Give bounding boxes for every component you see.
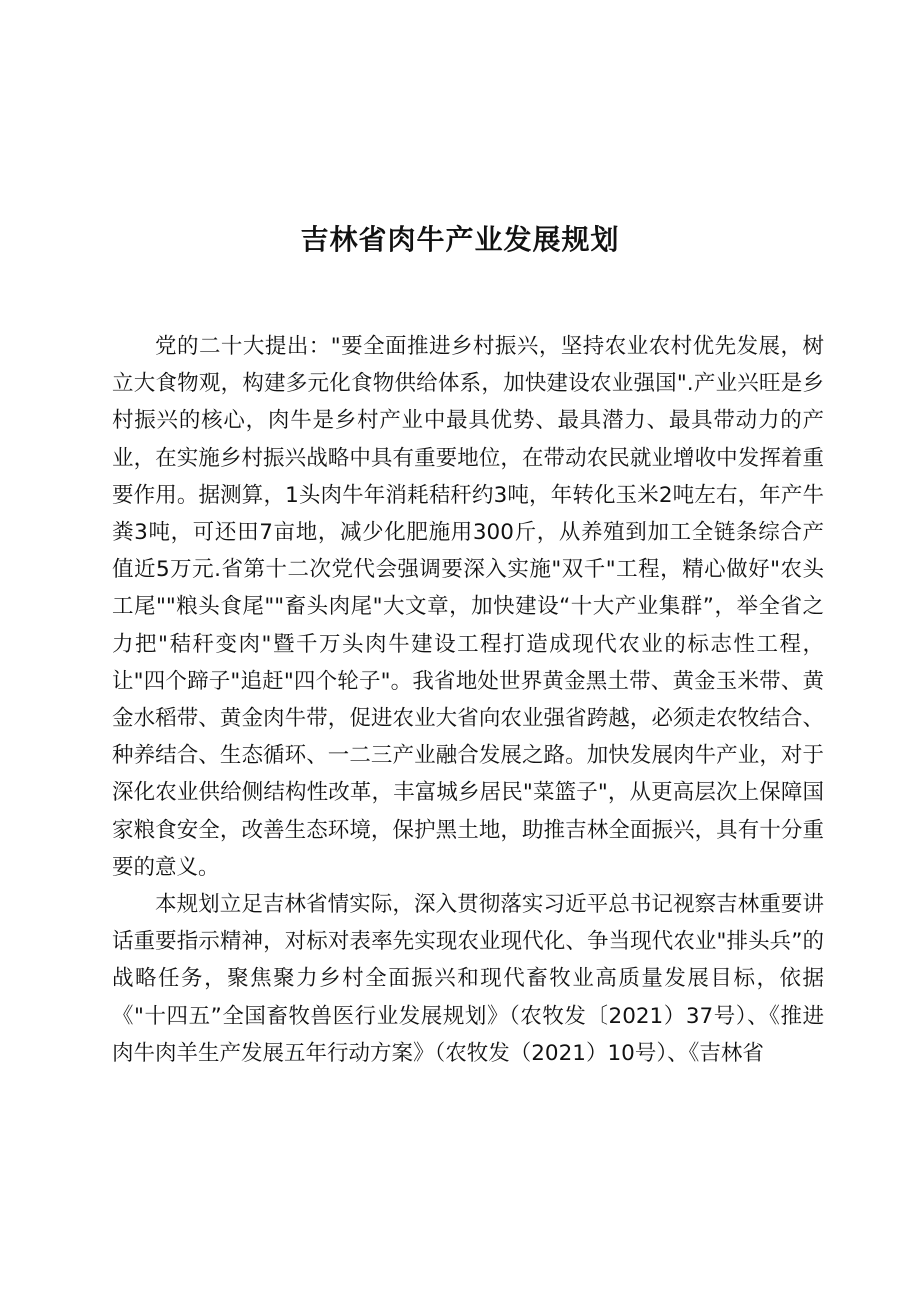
paragraph-1: 党的二十大提出："要全面推进乡村振兴，坚持农业农村优先发展，树立大食物观，构建多元化食物供给体系，加快建设农业强国".产业兴旺是乡村振兴的核心，肉牛是乡村产业中最具优势、最具潜力、最具带动力的产业，在实施乡村振兴战略中具有重要地位，在带动农民就业增收中发挥着重要作用。据测算，1头肉牛年消耗秸秆约3吨，年转化玉米2吨左右，年产牛粪3吨，可还田7亩地，减少化肥施用300斤，从养殖到加工全链条综合产值近5万元.省第十二次党代会强调要深入实施"双千"工程，精心做好"农头工尾""粮头食尾""畜头肉尾"大文章，加快建设“十大产业集群”，举全省之力把"秸秆变肉"暨千万头肉牛建设工程打造成现代农业的标志性工程，让"四个蹄子"追赶"四个轮子"。我省地处世界黄金黑土带、黄金玉米带、黄金水稻带、黄金肉牛带，促进农业大省向农业强省跨越，必须走农牧结合、种养结合、生态循环、一二三产业融合发展之路。加快发展肉牛产业，对于深化农业供给侧结构性改革，丰富城乡居民"菜篮子"，从更高层次上保障国家粮食安全，改善生态环境，保护黑土地，助推吉林全面振兴，具有十分重要的意义。 xyxy=(112,334,824,880)
document-title: 吉林省肉牛产业发展规划 xyxy=(300,223,620,256)
paragraph-2: 本规划立足吉林省情实际，深入贯彻落实习近平总书记视察吉林重要讲话重要指示精神，对标对表率先实现农业现代化、争当现代农业"排头兵”的战略任务，聚焦聚力乡村全面振兴和现代畜牧业高质量发展目标，依据《"十四五”全国畜牧兽医行业发展规划》（农牧发〔2021）37号）、《推进肉牛肉羊生产发展五年行动方案》（农牧发（2021）10号）、《吉林省 xyxy=(112,892,824,1066)
document-body xyxy=(112,328,824,1072)
